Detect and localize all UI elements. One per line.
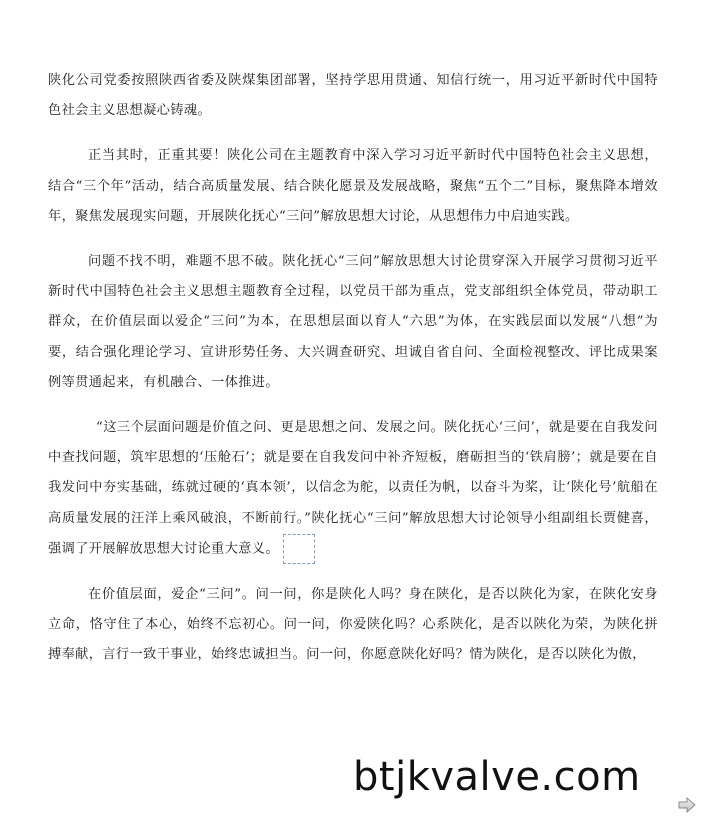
paragraph-1: 陕化公司党委按照陕西省委及陕煤集团部署，坚持学思用贯通、知信行统一，用习近平新时代中国特色社会主义思想凝心铸魂。 [48,73,658,119]
paragraph-5: 在价值层面，爱企“三问”。问一问，你是陕化人吗？身在陕化，是否以陕化为家，在陕化安身立命，恪守住了本心，始终不忘初心。问一问，你爱陕化吗？心系陕化，是否以陕化为荣，为陕化拼搏奉献，言行一致干事业，始终忠诚担当。问一问，你愿意陕化好吗？情为陕化，是否以陕化为傲， [48,586,658,662]
paragraph-3: 问题不找不明，难题不思不破。陕化抚心“三问”解放思想大讨论贯穿深入开展学习贯彻习近平新时代中国特色社会主义思想主题教育全过程，以党员干部为重点，党支部组织全体党员，带动职工群众，在价值层面以爱企“三问”为本，在思想层面以育人“六思”为体，在实践层面以发展“八想”为要，结合强化理论学习、宣讲形势任务、大兴调查研究、坦诚自省自问、全面检视整改、评比成果案例等贯通起来，有机融合、一体推进。 [48,254,658,390]
paragraph-2: 正当其时，正重其要！陕化公司在主题教育中深入学习习近平新时代中国特色社会主义思想，结合“三个年”活动，结合高质量发展、结合陕化愿景及发展战略，聚焦“五个二”目标，聚焦降本增效年，聚焦发展现实问题，开展陕化抚心“三问”解放思想大讨论，从思想伟力中启迪实践。 [48,148,658,224]
paragraph-4-text: “这三个层面问题是价值之问、更是思想之问、发展之问。陕化抚心‘三问’，就是要在自我发问中查找问题，筑牢思想的‘压舱石’；就是要在自我发问中补齐短板，磨砺担当的‘铁肩膀’；就是要在自我发问中夯实基础，练就过硬的‘真本领’，以信念为舵，以责任为帆，以奋斗为桨，让‘陕化号’航船在高质量发展的汪洋上乘风破浪，不断前行。”陕化抚心“三问”解放思想大讨论领导小组副组长贾健喜，强调了开展解放思想大讨论重大意义。 [48,420,658,557]
document-body [48,66,658,685]
paragraph-4 [48,413,658,565]
next-page-arrow-icon[interactable] [678,797,696,813]
text-cursor-box[interactable] [283,534,315,564]
watermark-text: btjkvalve.com [353,754,641,800]
